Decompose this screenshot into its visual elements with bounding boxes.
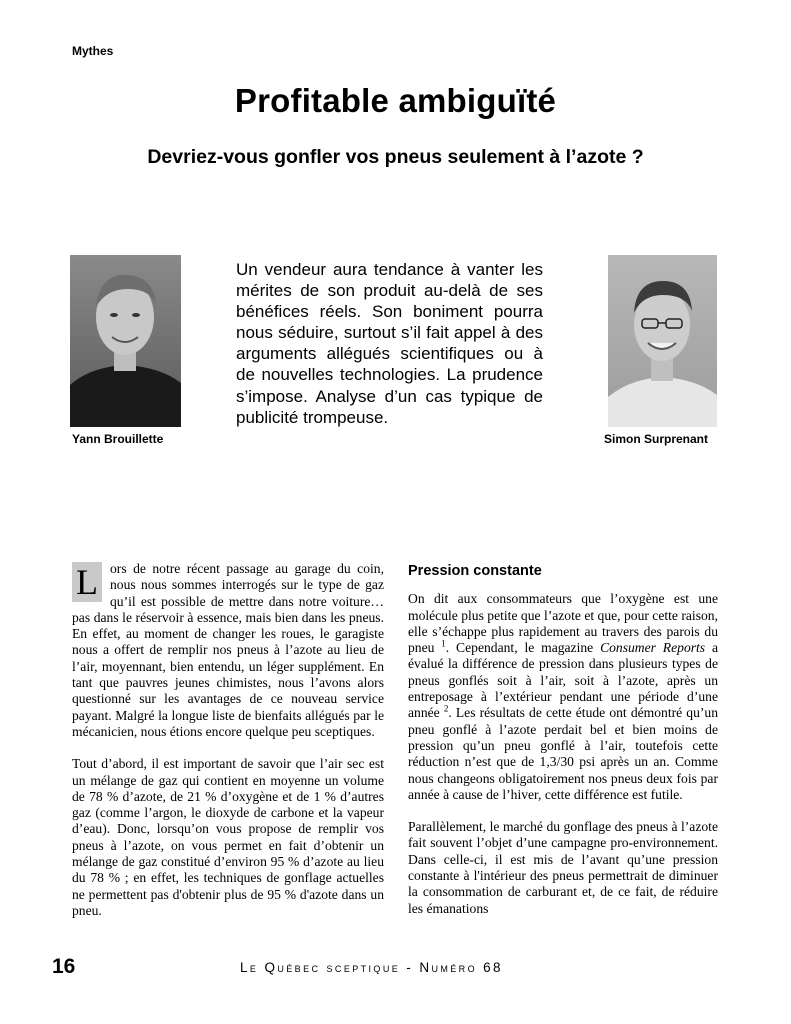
text-run: . Cependant, le magazine	[445, 640, 601, 656]
body-paragraph	[72, 561, 384, 740]
body-paragraph	[408, 591, 718, 803]
body-paragraph-text: ors de notre récent passage au garage du coin, nous nous sommes interrogés sur le type de gaz qu’il est possible de mettre dans notre voiture… pas dans le réservoir à essence, mais bien dans les pneus. En effet, au moment de changer les roues, le garagiste nous a offert de remplir nos pneus à l’azote au lieu de l’air, moyennant, bien entendu, un léger supplément. En tant que pauvres jeunes chimistes, nous l’avons alors questionné sur les avantages de ce nouveau service payant. Malgré la longue liste de bienfaits allégués par le mécanicien, nous étions encore quelque peu sceptiques.	[72, 561, 384, 739]
text-run: On dit aux consommateurs que l’oxygène est une molécule plus petite que l’azote et que, pour cette raison, elle s’échappe plus rapidement au travers des parois du pneu	[408, 591, 718, 656]
author-name-right: Simon Surprenant	[604, 432, 709, 446]
author-name-left: Yann Brouillette	[72, 432, 164, 446]
article-intro: Un vendeur aura tendance à vanter les mérites de son produit au-delà de ses bénéfices réels. Son boniment pourra nous séduire, surtout s’il fait appel à des arguments allégués scientifiques ou à de nouvelles technologies. La prudence s’impose. Analyse d’un cas typique de publicité trompeuse.	[236, 260, 543, 427]
body-paragraph: Tout d’abord, il est important de savoir que l’air sec est un mélange de gaz qui contient en moyenne un volume de 78 % d’azote, de 21 % d’oxygène et de 1 % d’autres gaz (comme l’argon, le dioxyde de carbone et la vapeur d’eau). Donc, lorsqu’on vous propose de remplir vos pneus à l’azote, on vous permet en fait d’obtenir un mélange de gaz constitué d’environ 95 % d’azote au lieu du 78 % ; en effet, les techniques de gonflage actuelles ne permettent pas d'obtenir plus de 95 % d'azote dans un pneu.	[72, 756, 384, 918]
drop-cap: L	[72, 562, 102, 602]
section-heading: Pression constante	[408, 563, 542, 579]
body-paragraph: Parallèlement, le marché du gonflage des pneus à l’azote fait souvent l’objet d’une campagne pro-environnement. Dans celle-ci, il est mis de l’avant qu’une pression constante à l'intérieur des pneus permettrait de diminuer la consommation de carburant et, de ce fait, de réduire les émanations	[408, 819, 718, 916]
article-title: Profitable ambiguïté	[234, 82, 557, 119]
article-subtitle: Devriez-vous gonfler vos pneus seulement à l’azote ?	[147, 146, 644, 168]
text-run: . Les résultats de cette étude ont démontré qu’un pneu gonflé à l’azote perdait bel et bien moins de pression qu’un pneu gonflé à l’air, toutefois cette réduction n’est que de 1,3/30 psi après un an. Comme nous changeons obligatoirement nos pneus deux fois par année à cause de l’hiver, cette différence est futile.	[408, 705, 719, 802]
section-label: Mythes	[72, 44, 114, 58]
page-number: 16	[52, 955, 76, 978]
footnote-ref-1: 1	[441, 638, 446, 649]
author-photo-right	[608, 255, 717, 427]
article-column-left	[72, 561, 384, 935]
magazine-name: Consumer Reports	[600, 640, 706, 656]
author-photo-left	[70, 255, 181, 427]
text-run: a évalué la différence de pression dans plusieurs types de pneus gonflés soit à l’air, soit à l’azote, après un entreposage à l’extérieur pendant une période d’une année	[408, 640, 719, 721]
publication-footer: Le Québec sceptique - Numéro 68	[240, 960, 503, 975]
article-column-right	[408, 561, 718, 933]
footnote-ref-2: 2	[443, 703, 449, 714]
